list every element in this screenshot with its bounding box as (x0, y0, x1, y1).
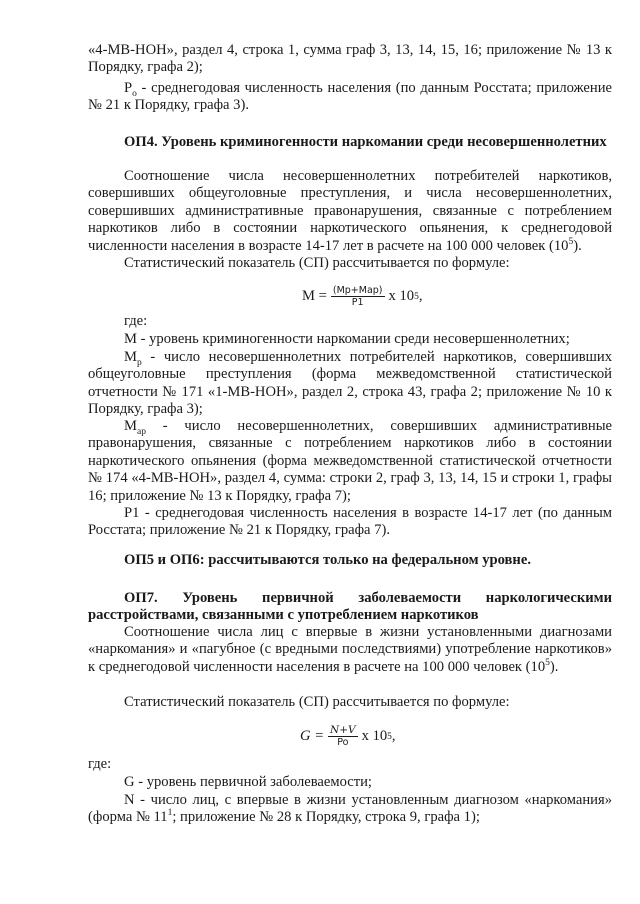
op4-item-m: М - уровень криминогенности наркомании среди несовершеннолетних; (124, 331, 570, 347)
continued-text-line: «4-МВ-НОН», раздел 4, строка 1, сумма граф 3, 13, 14, 15, 16; приложение № 13 к Порядку, графа 2); (88, 42, 612, 76)
op7-heading: ОП7. Уровень первичной заболеваемости наркологическими расстройствами, связанными с употреблением наркотиков (88, 590, 612, 624)
op4-definition-end: ). (573, 237, 582, 254)
n-description-end: ; приложение № 28 к Порядку, строка 9, графа 1); (172, 809, 480, 826)
op4-formula-intro: Статистический показатель (СП) рассчитывается по формуле: (124, 255, 510, 271)
op7-definition-text: Соотношение числа лиц с впервые в жизни установленными диагнозами «наркомания» и «пагубное (с вредными последствиями) употребление наркотиков» к среднегодовой численности населения в расчете на 100 000 человек (10 (88, 624, 612, 675)
op4-definition (88, 168, 612, 255)
op7-formula-numerator: N+V (330, 724, 356, 736)
op4-heading: ОП4. Уровень криминогенности наркомании среди несовершеннолетних (124, 134, 607, 150)
op7-formula-tail: , (391, 727, 396, 744)
op4-formula-denominator: Р1 (351, 297, 364, 308)
po-subscript: о (132, 88, 137, 99)
op7-formula-denominator: Po (337, 737, 349, 748)
op7-formula-intro: Статистический показатель (СП) рассчитывается по формуле: (124, 694, 510, 710)
op4-item-mp (88, 349, 612, 419)
op7-item-g: G - уровень первичной заболеваемости; (124, 774, 372, 790)
op4-formula-lhs: М = (302, 287, 327, 304)
op7-definition (88, 624, 612, 676)
mp-description: - число несовершеннолетних потребителей наркотиков, совершивших общеуголовные преступления (форма межведомственной статистической отчетности № 171 «1-МВ-НОН», раздел 2, строка 43, графа 2; приложение № 10 к Порядку, графа 3); (88, 349, 612, 418)
mp-subscript: р (136, 357, 142, 368)
op56-heading: ОП5 и ОП6: рассчитываются только на федеральном уровне. (124, 552, 531, 568)
op4-formula: М = $\frac{\text{(Мр+Мар)}}{Р1}$ х 10 5 , (302, 285, 423, 308)
n-description: N - число лиц, с впервые в жизни установленным диагнозом «наркомания» (форма № 11 (88, 792, 612, 826)
op4-definition-power: 5 (568, 236, 574, 247)
op7-formula-fraction (328, 725, 358, 748)
op4-item-p1: Р1 - среднегодовая численность населения в возрасте 14-17 лет (по данным Росстата; приложение № 21 к Порядку, графа 7). (88, 505, 612, 539)
op7-formula-multiplier: x 10 (361, 727, 388, 744)
op7-definition-end: ). (549, 658, 559, 675)
po-definition (88, 80, 612, 115)
op7-item-n (88, 792, 612, 827)
op4-where-label: где: (124, 313, 148, 329)
map-description: - число несовершеннолетних, совершивших административные правонарушения, связанные с потреблением наркотиков либо в состоянии наркотического опьянения (форма межведомственной статистической отчетности № 174 «4-МВ-НОН», раздел 4, сумма: строки 2, граф 3, 13, 14, 15 и строки 1, графы 16; приложение № 13 к Порядку, графа 7); (88, 418, 612, 504)
map-symbol: М (124, 418, 137, 434)
op7-where-label: где: (88, 756, 112, 772)
op4-definition-text: Соотношение числа несовершеннолетних потребителей наркотиков, совершивших общеуголовные преступления, и числа несовершеннолетних, совершивших административные правонарушения, связанные с потреблением наркотиков либо в состоянии наркотического опьянения, к среднегодовой численности населения в возрасте 14-17 лет в расчете на 100 000 человек (10 (88, 168, 612, 254)
op7-definition-power: 5 (545, 657, 550, 668)
po-symbol: Р (124, 80, 133, 96)
op4-formula-numerator: (Мр+Мар) (332, 285, 383, 296)
mp-symbol: М (124, 349, 137, 365)
po-description: - среднегодовая численность населения (по данным Росстата; приложение № 21 к Порядку, графа 3). (88, 80, 612, 114)
op4-item-map (88, 418, 612, 505)
op4-formula-tail: , (418, 287, 423, 304)
op7-formula: G = $\frac{N+V}{Po}$ x 10 5 , (300, 724, 396, 748)
op4-formula-multiplier: х 10 (388, 287, 415, 304)
op4-formula-fraction (331, 285, 385, 308)
n-form-superscript: 1 (167, 808, 173, 819)
map-subscript: ар (136, 426, 146, 437)
op7-formula-lhs: G = (300, 727, 325, 744)
